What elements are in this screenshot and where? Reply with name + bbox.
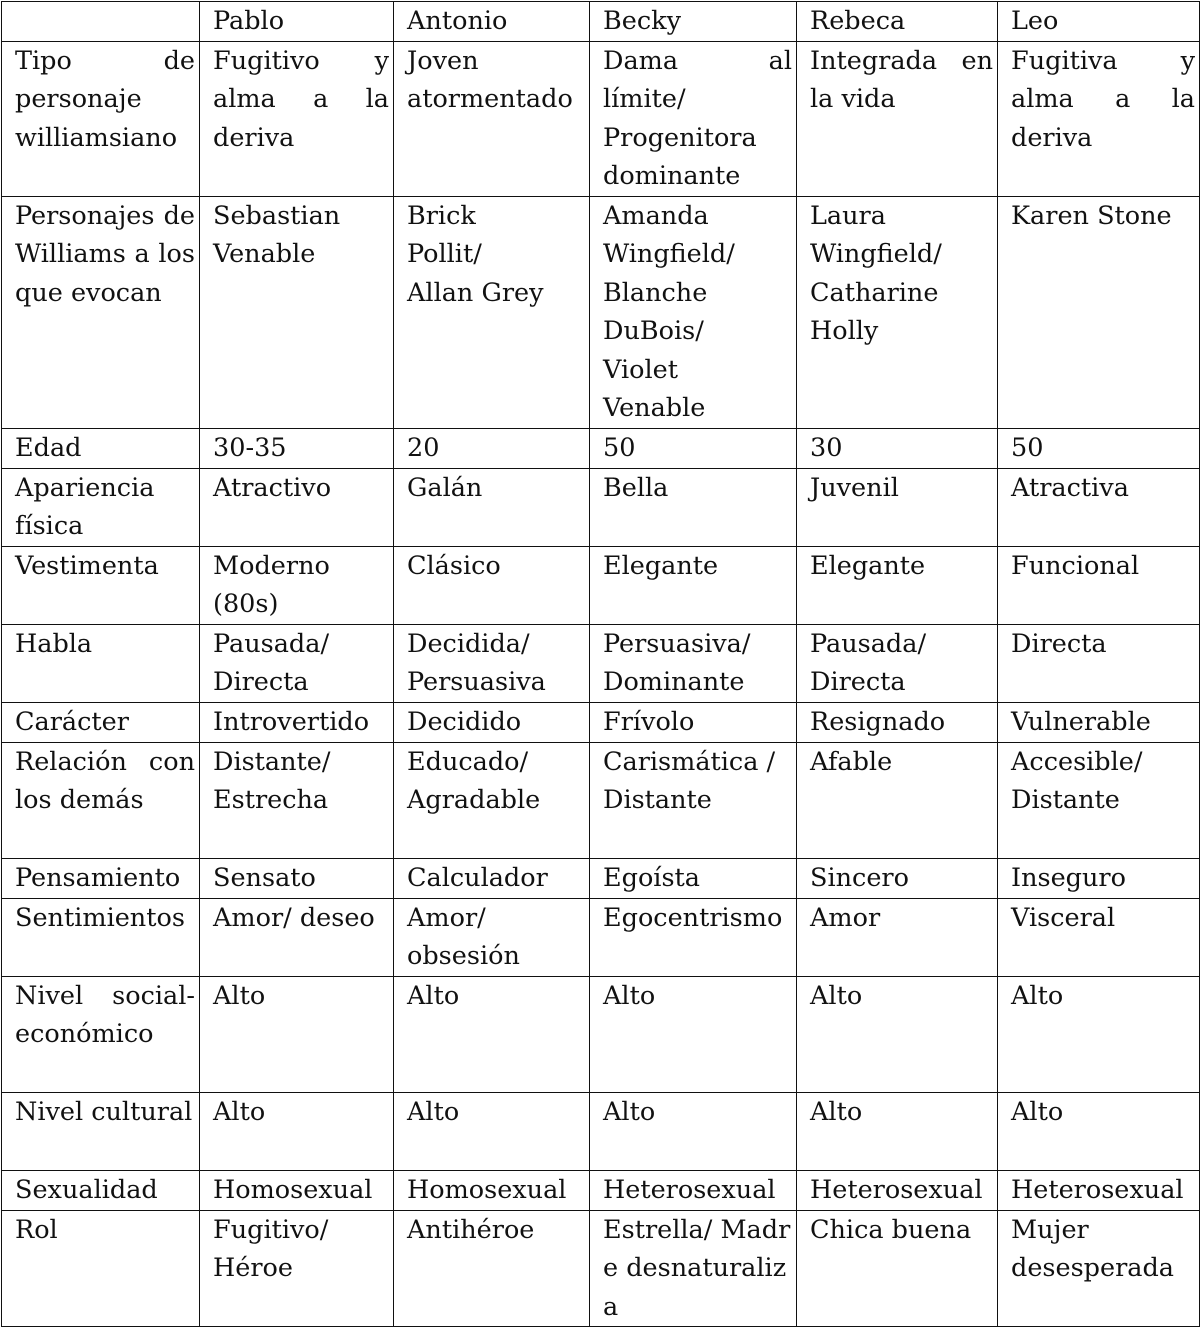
row-label: Rol xyxy=(2,1210,200,1327)
table-cell: Pausada/ Directa xyxy=(200,624,394,702)
table-cell: Alto xyxy=(200,1092,394,1170)
header-cell-leo: Leo xyxy=(998,2,1200,42)
table-cell: Mujer desesperada xyxy=(998,1210,1200,1327)
table-cell: Alto xyxy=(797,1092,998,1170)
header-cell-rebeca: Rebeca xyxy=(797,2,998,42)
table-cell: Brick Pollit/ Allan Grey xyxy=(394,196,590,428)
table-row-nivel-social xyxy=(2,976,1200,1092)
table-cell: Antihéroe xyxy=(394,1210,590,1327)
table-row-personajes-williams xyxy=(2,196,1200,428)
table-cell: 50 xyxy=(590,428,797,468)
table-row-apariencia xyxy=(2,468,1200,546)
table-row-edad xyxy=(2,428,1200,468)
table-cell: Decidido xyxy=(394,702,590,742)
table-cell: Estrella/ Madre desnaturaliza xyxy=(590,1210,797,1327)
table-row-caracter xyxy=(2,702,1200,742)
table-cell: Heterosexual xyxy=(590,1170,797,1210)
table-cell: 50 xyxy=(998,428,1200,468)
table-row-vestimenta xyxy=(2,546,1200,624)
row-label: Nivel cultural xyxy=(2,1092,200,1170)
table-cell: Dama al límite/ Progenitora dominante xyxy=(590,41,797,196)
table-cell: Laura Wingfield/ Catharine Holly xyxy=(797,196,998,428)
table-cell: Joven atormentado xyxy=(394,41,590,196)
table-cell: Moderno (80s) xyxy=(200,546,394,624)
table-cell: Karen Stone xyxy=(998,196,1200,428)
table-cell: Integrada en la vida xyxy=(797,41,998,196)
table-row-habla xyxy=(2,624,1200,702)
table-cell: Afable xyxy=(797,742,998,858)
row-label: Carácter xyxy=(2,702,200,742)
table-cell: Clásico xyxy=(394,546,590,624)
table-cell: Alto xyxy=(590,976,797,1092)
table-cell: Amor/ obsesión xyxy=(394,898,590,976)
row-label: Sexualidad xyxy=(2,1170,200,1210)
table-cell: Alto xyxy=(394,1092,590,1170)
table-cell: Introvertido xyxy=(200,702,394,742)
table-cell: Fugitivo y alma a la deriva xyxy=(200,41,394,196)
table-cell: Fugitivo/ Héroe xyxy=(200,1210,394,1327)
table-cell: Heterosexual xyxy=(998,1170,1200,1210)
table-cell: Atractiva xyxy=(998,468,1200,546)
header-row xyxy=(2,2,1200,42)
table-cell: Sebastian Venable xyxy=(200,196,394,428)
header-cell-antonio: Antonio xyxy=(394,2,590,42)
table-row-sexualidad xyxy=(2,1170,1200,1210)
table-cell: Amor xyxy=(797,898,998,976)
table-cell: Funcional xyxy=(998,546,1200,624)
table-cell: Egocentrismo xyxy=(590,898,797,976)
table-cell: Egoísta xyxy=(590,858,797,898)
character-comparison-table xyxy=(1,1,1200,1327)
table-cell: Bella xyxy=(590,468,797,546)
table-cell: Vulnerable xyxy=(998,702,1200,742)
row-label: Vestimenta xyxy=(2,546,200,624)
table-cell: Amanda Wingfield/ Blanche DuBois/ Violet Venable xyxy=(590,196,797,428)
table-row-tipo-personaje xyxy=(2,41,1200,196)
table-cell: Elegante xyxy=(590,546,797,624)
row-label: Pensamiento xyxy=(2,858,200,898)
row-label: Apariencia física xyxy=(2,468,200,546)
table-cell: Chica buena xyxy=(797,1210,998,1327)
table-cell: 30-35 xyxy=(200,428,394,468)
row-label: Nivel social-económico xyxy=(2,976,200,1092)
row-label: Edad xyxy=(2,428,200,468)
table-cell: Frívolo xyxy=(590,702,797,742)
table-row-pensamiento xyxy=(2,858,1200,898)
table-cell: Sincero xyxy=(797,858,998,898)
table-cell: Elegante xyxy=(797,546,998,624)
table-cell: Amor/ deseo xyxy=(200,898,394,976)
table-cell: Juvenil xyxy=(797,468,998,546)
table-row-rol xyxy=(2,1210,1200,1327)
table-cell: 20 xyxy=(394,428,590,468)
table-row-nivel-cultural xyxy=(2,1092,1200,1170)
table-cell: Decidida/ Persuasiva xyxy=(394,624,590,702)
table-cell: Homosexual xyxy=(200,1170,394,1210)
table-cell: Fugitiva y alma a la deriva xyxy=(998,41,1200,196)
table-cell: Accesible/ Distante xyxy=(998,742,1200,858)
row-label: Tipo de personaje williamsiano xyxy=(2,41,200,196)
table-cell: Sensato xyxy=(200,858,394,898)
row-label: Personajes de Williams a los que evocan xyxy=(2,196,200,428)
row-label: Relación con los demás xyxy=(2,742,200,858)
table-cell: Calculador xyxy=(394,858,590,898)
table-cell: Distante/ Estrecha xyxy=(200,742,394,858)
header-cell-pablo: Pablo xyxy=(200,2,394,42)
table-cell: Alto xyxy=(394,976,590,1092)
table-cell: Visceral xyxy=(998,898,1200,976)
table-cell: Alto xyxy=(590,1092,797,1170)
table-cell: Resignado xyxy=(797,702,998,742)
table-cell: Directa xyxy=(998,624,1200,702)
table-cell: Alto xyxy=(998,976,1200,1092)
table-cell: Educado/ Agradable xyxy=(394,742,590,858)
header-cell-becky: Becky xyxy=(590,2,797,42)
table-cell: Persuasiva/ Dominante xyxy=(590,624,797,702)
header-cell-empty xyxy=(2,2,200,42)
row-label: Sentimientos xyxy=(2,898,200,976)
table-cell: 30 xyxy=(797,428,998,468)
table-cell: Pausada/ Directa xyxy=(797,624,998,702)
table-row-relacion xyxy=(2,742,1200,858)
row-label: Habla xyxy=(2,624,200,702)
table-cell: Alto xyxy=(200,976,394,1092)
table-cell: Homosexual xyxy=(394,1170,590,1210)
table-cell: Galán xyxy=(394,468,590,546)
table-cell: Alto xyxy=(998,1092,1200,1170)
table-cell: Alto xyxy=(797,976,998,1092)
table-cell: Inseguro xyxy=(998,858,1200,898)
table-cell: Atractivo xyxy=(200,468,394,546)
table-row-sentimientos xyxy=(2,898,1200,976)
table-cell: Carismática / Distante xyxy=(590,742,797,858)
table-cell: Heterosexual xyxy=(797,1170,998,1210)
